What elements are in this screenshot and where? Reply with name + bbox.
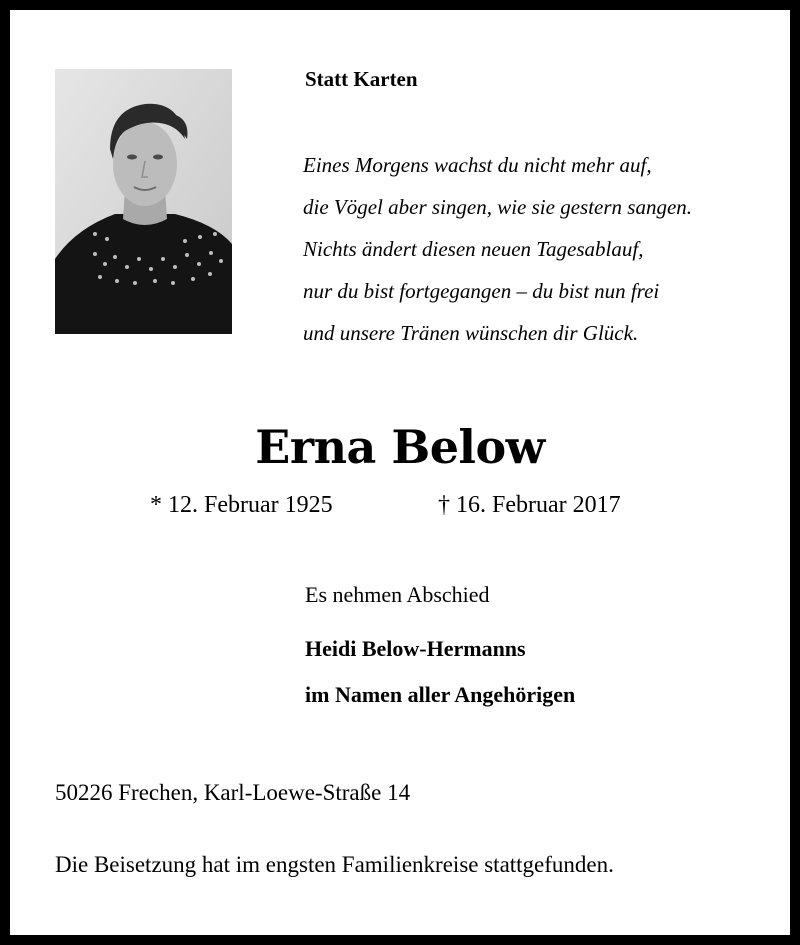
portrait-photo <box>55 69 232 334</box>
poem-line: die Vögel aber singen, wie sie gestern sangen. <box>303 195 693 219</box>
burial-note: Die Beisetzung hat im engsten Familienkreise stattgefunden. <box>55 852 614 877</box>
birth-date: * 12. Februar 1925 <box>150 492 333 518</box>
poem-line: Nichts ändert diesen neuen Tagesablauf, <box>303 237 644 261</box>
farewell-intro: Es nehmen Abschied <box>305 582 490 607</box>
signer-relatives-line: im Namen aller Angehörigen <box>305 682 576 707</box>
poem-line: und unsere Tränen wünschen dir Glück. <box>303 321 639 345</box>
signer-name: Heidi Below-Hermanns <box>305 636 526 661</box>
address: 50226 Frechen, Karl-Loewe-Straße 14 <box>55 780 411 805</box>
statt-karten-heading: Statt Karten <box>305 67 418 91</box>
poem-line: nur du bist fortgegangen – du bist nun frei <box>303 279 660 303</box>
death-date: † 16. Februar 2017 <box>438 492 621 518</box>
poem-line: Eines Morgens wachst du nicht mehr auf, <box>303 153 652 177</box>
deceased-name: Erna Below <box>255 420 545 474</box>
poem <box>303 144 692 354</box>
